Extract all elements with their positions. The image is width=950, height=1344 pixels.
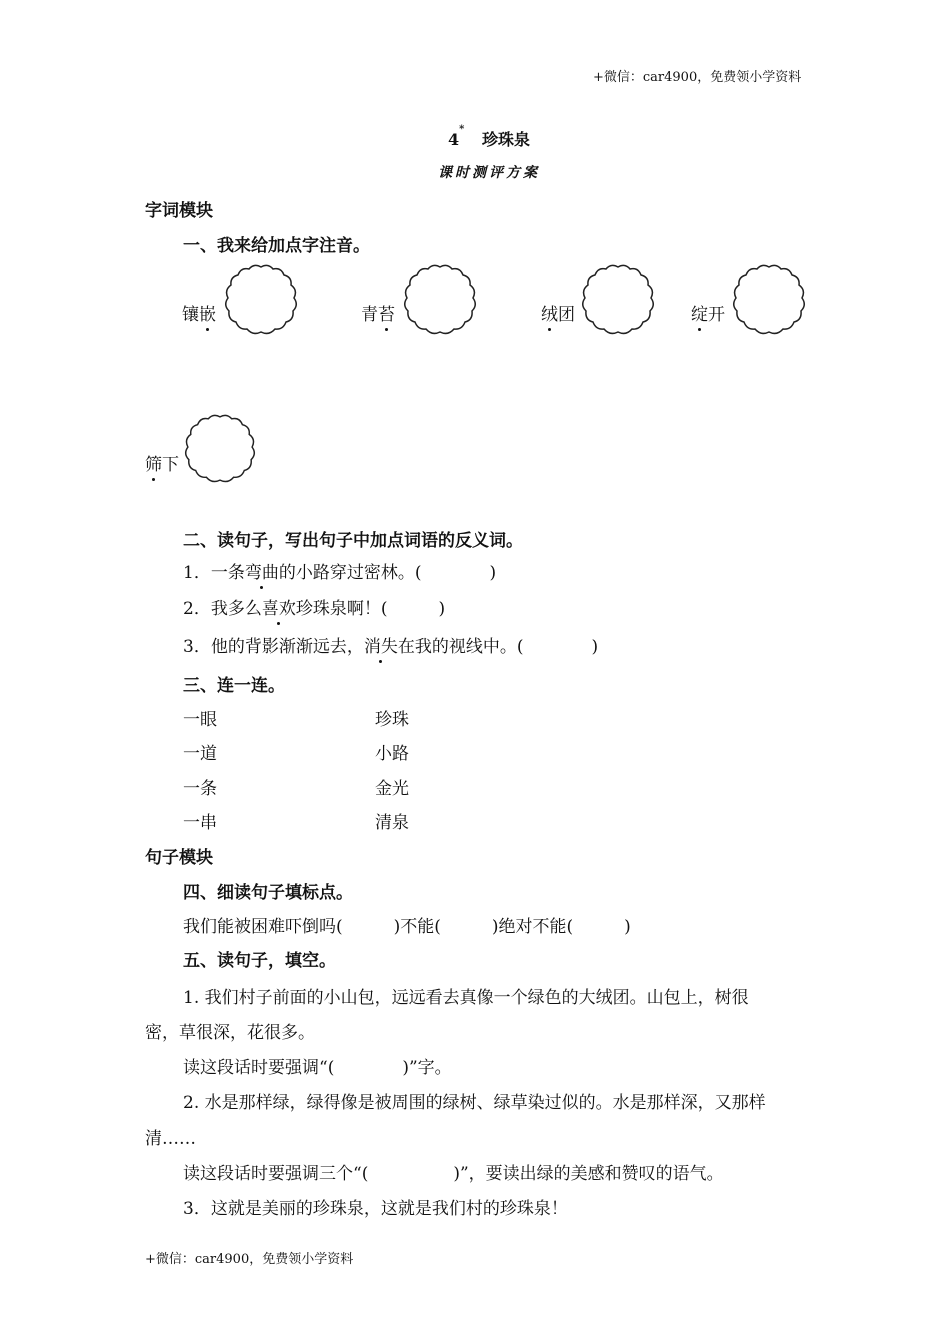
lesson-number: 4 (448, 130, 460, 149)
q2-blank-1[interactable] (421, 563, 489, 583)
answer-cloud-4[interactable] (732, 263, 806, 337)
match-right-3[interactable]: 金光 (375, 779, 409, 799)
q2-blank-2[interactable] (387, 599, 438, 619)
lesson-title: 珍珠泉 (481, 130, 530, 149)
q5-task-2[interactable]: 读这段话时要强调三个“( )”，要读出绿的美感和赞叹的语气。 (183, 1164, 724, 1184)
match-right-4[interactable]: 清泉 (375, 813, 409, 833)
q5-passage-1-line-2: 密，草很深，花很多。 (145, 1023, 315, 1043)
q5-passage-2-line-1: 2. 水是那样绿，绿得像是被周围的绿树、绿草染过似的。水是那样深，又那样 (183, 1093, 766, 1113)
lesson-star: * (459, 124, 465, 135)
match-left-3[interactable]: 一条 (183, 779, 217, 799)
match-left-4[interactable]: 一串 (183, 813, 217, 833)
word-2: 青苔 (361, 300, 395, 325)
module-heading: 字词模块 (145, 201, 213, 221)
page-title (448, 124, 530, 150)
header-note: +微信：car4900，免费领小学资料 (593, 70, 802, 85)
q5-passage-3: 3．这就是美丽的珍珠泉，这就是我们村的珍珠泉！ (183, 1199, 568, 1219)
match-left-1[interactable]: 一眼 (183, 710, 217, 730)
match-left-2[interactable]: 一道 (183, 744, 217, 764)
word-1: 镶嵌 (182, 300, 216, 325)
answer-cloud-1[interactable] (224, 263, 298, 337)
page-subtitle: 课时测评方案 (438, 165, 540, 181)
answer-cloud-5[interactable] (184, 413, 256, 485)
module-heading-2: 句子模块 (145, 848, 213, 868)
word-4: 绽开 (691, 300, 725, 325)
word-3: 绒团 (541, 300, 575, 325)
question-5-title: 五、读句子，填空。 (183, 951, 336, 971)
match-right-1[interactable]: 珍珠 (375, 710, 409, 730)
q2-sentence-1: 1．一条弯曲的小路穿过密林。( ) (183, 558, 496, 583)
q5-passage-2-line-2: 清…… (145, 1129, 196, 1149)
footer-note: +微信：car4900，免费领小学资料 (145, 1252, 354, 1267)
answer-cloud-2[interactable] (403, 263, 477, 337)
answer-cloud-3[interactable] (581, 263, 655, 337)
q2-sentence-3: 3．他的背影渐渐远去，消失在我的视线中。( ) (183, 632, 598, 657)
q5-task-1[interactable]: 读这段话时要强调“( )”字。 (183, 1058, 452, 1078)
q2-blank-3[interactable] (523, 637, 591, 657)
question-2-title: 二、读句子，写出句子中加点词语的反义词。 (183, 531, 523, 551)
match-right-2[interactable]: 小路 (375, 744, 409, 764)
word-5: 筛下 (145, 450, 179, 475)
question-4-title: 四、细读句子填标点。 (183, 883, 353, 903)
question-1-title: 一、我来给加点字注音。 (183, 236, 370, 256)
q4-sentence[interactable]: 我们能被困难吓倒吗( )不能( )绝对不能( ) (183, 917, 631, 937)
q5-passage-1-line-1: 1. 我们村子前面的小山包，远远看去真像一个绿色的大绒团。山包上，树很 (183, 988, 749, 1008)
question-3-title: 三、连一连。 (183, 676, 285, 696)
q2-sentence-2: 2．我多么喜欢珍珠泉啊！( ) (183, 594, 445, 619)
